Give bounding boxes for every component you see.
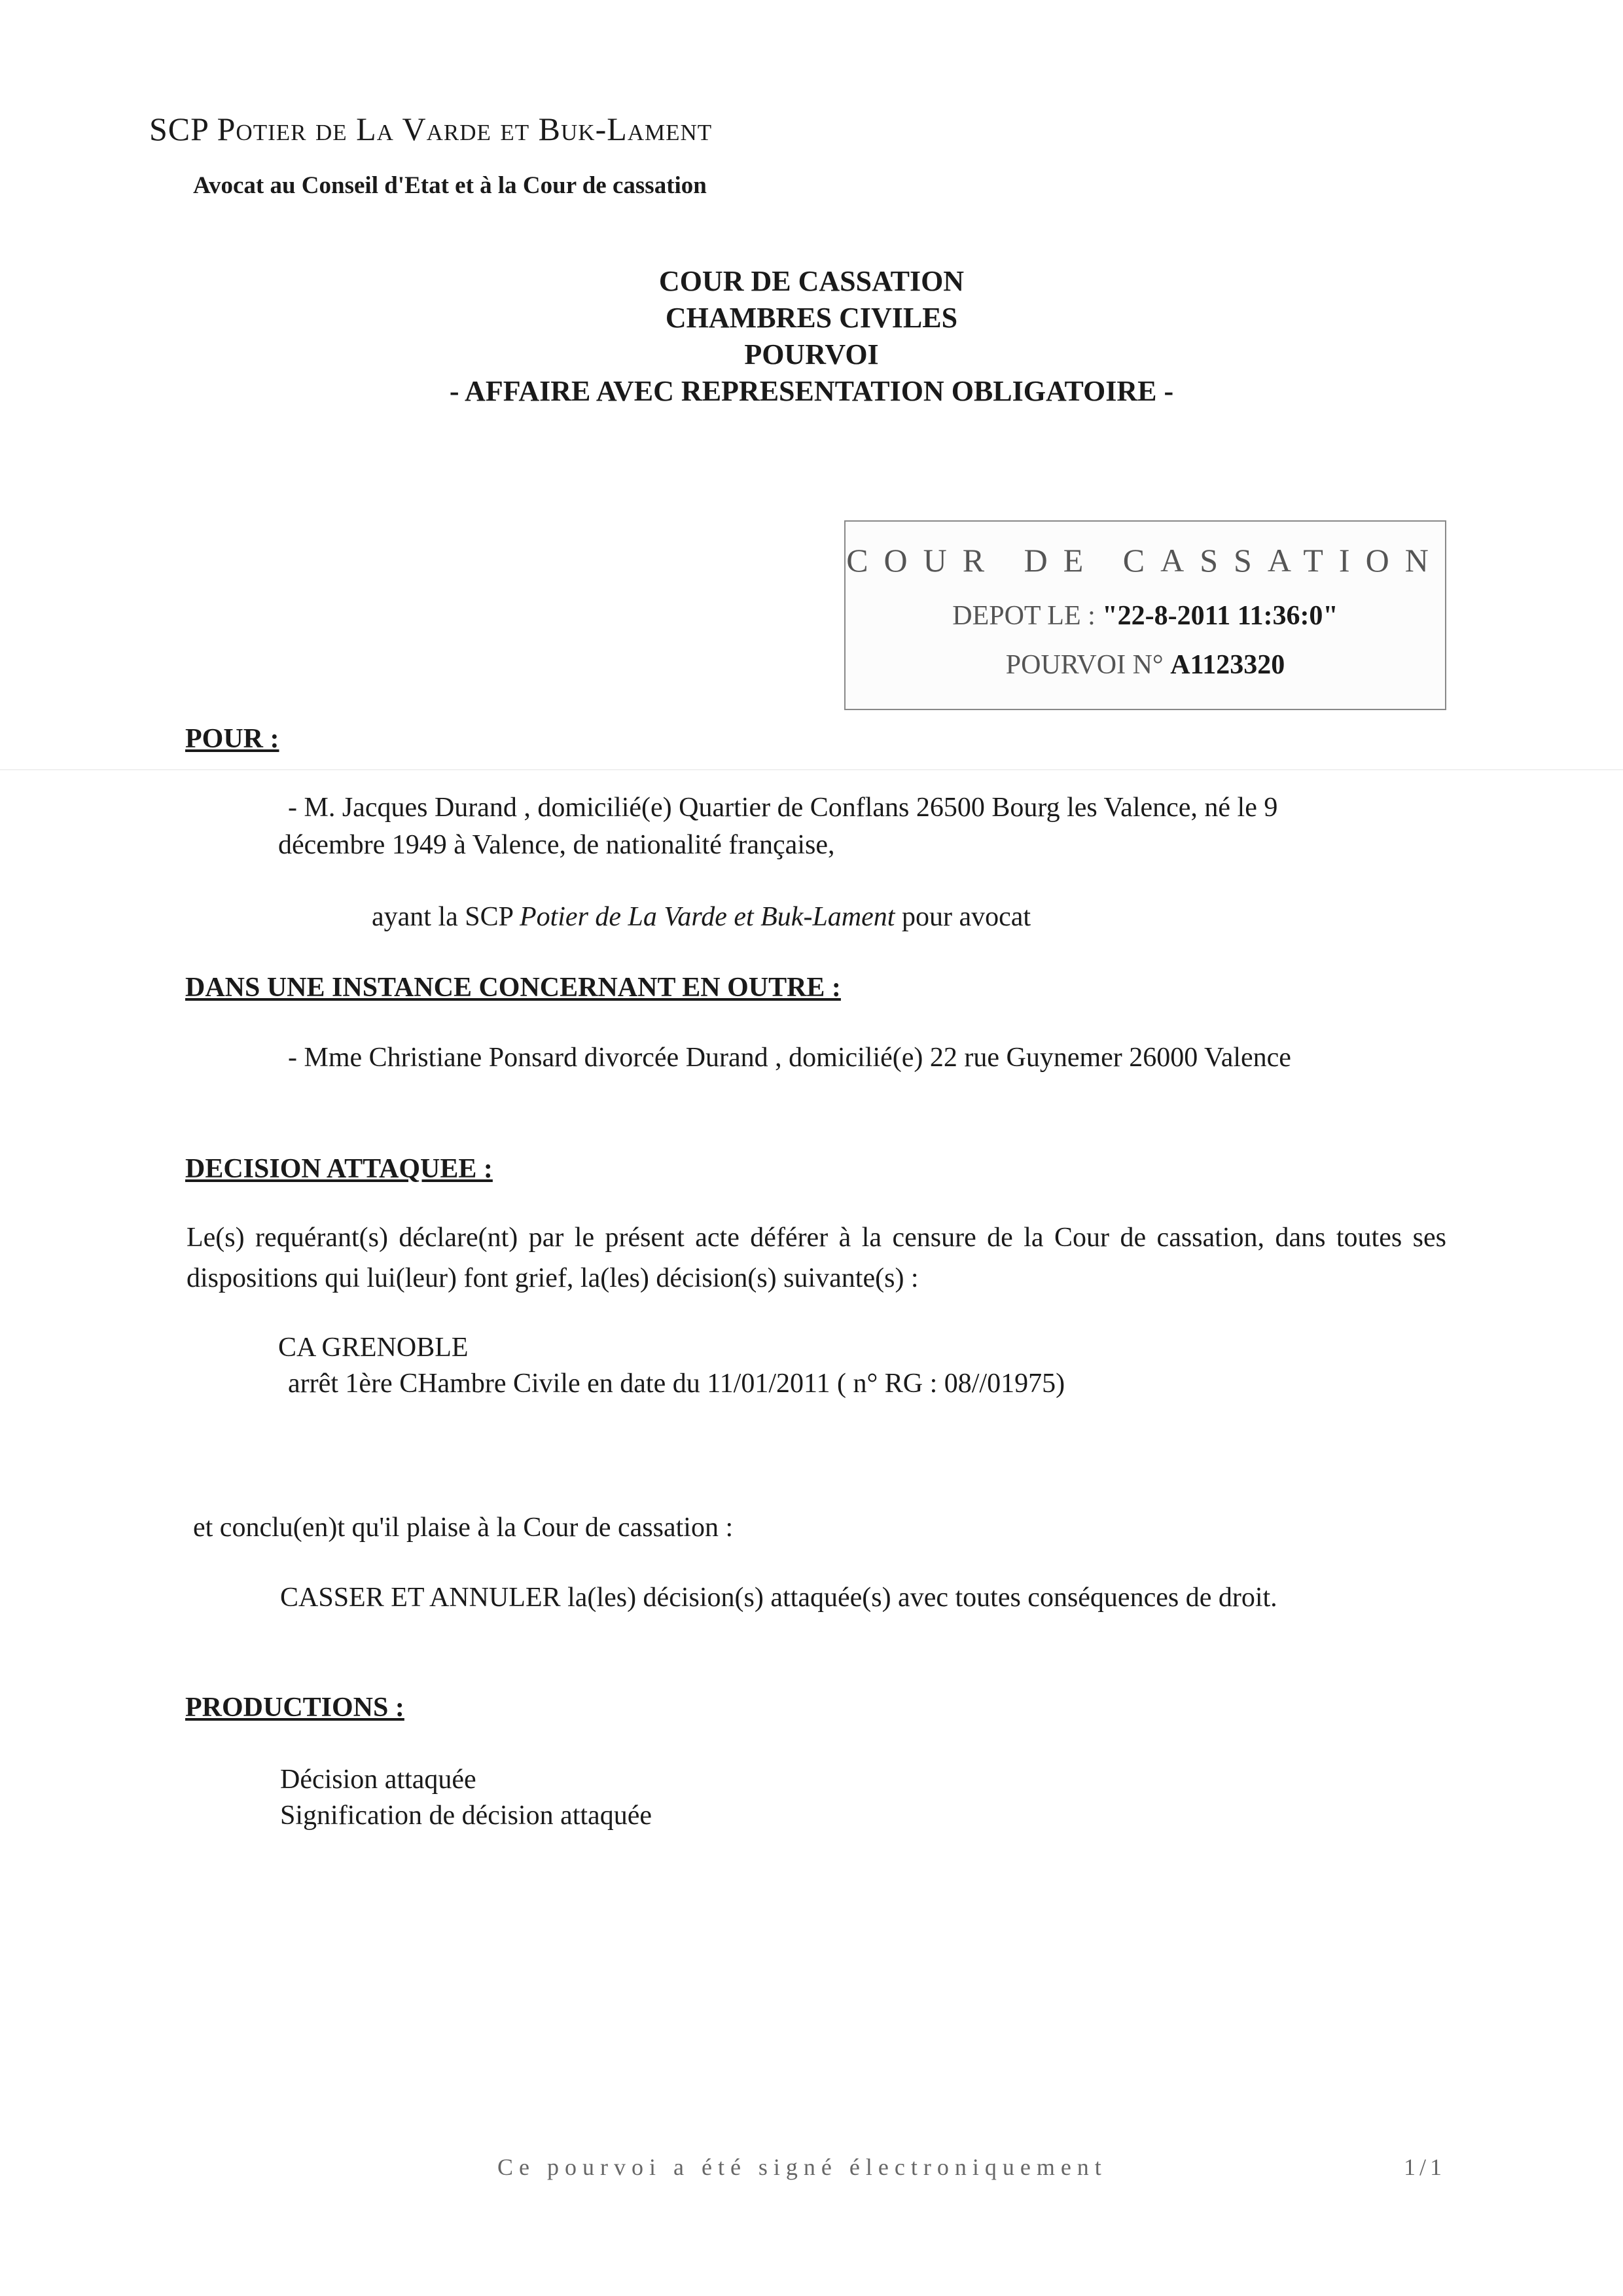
stamp-title: COUR DE CASSATION: [846, 542, 1444, 579]
production-item: Décision attaquée: [280, 1765, 476, 1795]
section-productions-title: PRODUCTIONS :: [185, 1693, 404, 1723]
heading-court: COUR DE CASSATION: [658, 265, 965, 297]
heading-representation: - AFFAIRE AVEC REPRESENTATION OBLIGATOIRE -: [449, 375, 1174, 407]
document-heading: [0, 263, 1623, 410]
instance-party: - Mme Christiane Ponsard divorcée Durand , domicilié(e) 22 rue Guynemer 26000 Valence: [288, 1043, 1291, 1073]
firm-name-text: SCP Potier de La Varde et Buk-Lament: [149, 111, 713, 147]
firm-name: [149, 110, 712, 148]
page-number: 1/1: [1404, 2154, 1446, 2180]
heading-chambers: CHAMBRES CIVILES: [665, 302, 958, 334]
footer-electronic-signature-note: Ce pourvoi a été signé électroniquement: [497, 2154, 1107, 2180]
heading-type: POURVOI: [744, 338, 879, 370]
decision-intro: Le(s) requérant(s) déclare(nt) par le présent acte déférer à la censure de la Cour de cassation, dans toutes ses dispositions qui lui(leur) font grief, la(les) décision(s) suivante(s) :: [187, 1223, 1446, 1293]
avocat-name: Potier de La Varde et Buk-Lament: [519, 902, 895, 932]
decision-conclusion: et conclu(en)t qu'il plaise à la Cour de cassation :: [193, 1513, 734, 1543]
decision-court: CA GRENOBLE: [278, 1333, 469, 1363]
stamp-depot-value: "22-8-2011 11:36:0": [1102, 601, 1338, 631]
stamp-depot-line: [846, 600, 1445, 632]
stamp-pourvoi-value: A1123320: [1170, 650, 1285, 680]
filing-stamp: [844, 520, 1446, 710]
section-instance-title: DANS UNE INSTANCE CONCERNANT EN OUTRE :: [185, 973, 841, 1003]
decision-demand: CASSER ET ANNULER la(les) décision(s) attaquée(s) avec toutes conséquences de droit.: [280, 1583, 1277, 1613]
pour-party-line2: décembre 1949 à Valence, de nationalité française,: [278, 830, 835, 860]
stamp-depot-label: DEPOT LE :: [952, 601, 1096, 631]
firm-subtitle: Avocat au Conseil d'Etat et à la Cour de cassation: [193, 172, 707, 199]
avocat-prefix: ayant la SCP: [372, 902, 520, 932]
section-pour-title: POUR :: [185, 724, 279, 754]
pour-avocat-line: [372, 901, 1031, 933]
stamp-pourvoi-label: POURVOI N°: [1005, 650, 1164, 680]
decision-arret: arrêt 1ère CHambre Civile en date du 11/01/2011 ( n° RG : 08//01975): [288, 1369, 1065, 1399]
avocat-suffix: pour avocat: [895, 902, 1031, 932]
section-decision-title: DECISION ATTAQUEE :: [185, 1154, 493, 1184]
paper-fold-line: [0, 769, 1623, 770]
production-item: Signification de décision attaquée: [280, 1801, 652, 1831]
stamp-pourvoi-line: [846, 649, 1445, 681]
pour-party-line1: - M. Jacques Durand , domicilié(e) Quartier de Conflans 26500 Bourg les Valence, né le 9: [288, 793, 1278, 823]
